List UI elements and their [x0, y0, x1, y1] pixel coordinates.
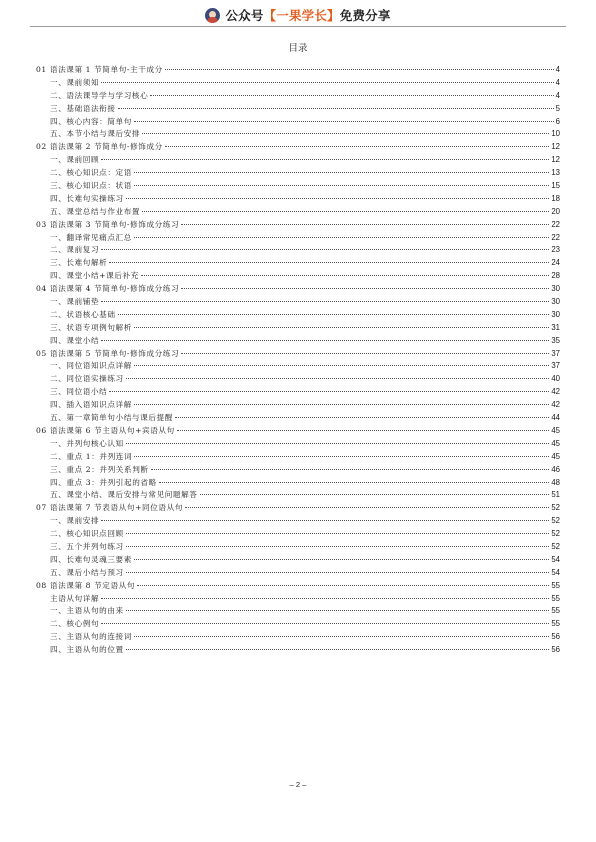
toc-section-entry[interactable] [36, 232, 560, 245]
toc-page-number: 40 [551, 374, 560, 384]
toc-section-entry[interactable] [36, 103, 560, 116]
toc-section-entry[interactable] [36, 206, 560, 219]
toc-entry-label: 05 语法课第 5 节简单句-修饰成分练习 [36, 348, 180, 358]
toc-entry-label: 四、核心内容：简单句 [50, 116, 132, 126]
toc-page-number: 46 [551, 464, 560, 474]
toc-section-entry[interactable] [36, 567, 560, 580]
toc-chapter-entry[interactable] [36, 219, 560, 232]
toc-page-number: 45 [551, 425, 560, 435]
toc-section-entry[interactable] [36, 296, 560, 309]
toc-section-entry[interactable] [36, 515, 560, 528]
toc-dot-leader [134, 559, 549, 560]
toc-dot-leader [101, 249, 549, 250]
toc-page-number: 18 [551, 193, 560, 203]
toc-section-entry[interactable] [36, 373, 560, 386]
toc-entry-label: 二、核心例句 [50, 619, 100, 629]
toc-section-entry[interactable] [36, 605, 560, 618]
toc-section-entry[interactable] [36, 116, 560, 129]
toc-page-number: 6 [555, 116, 560, 126]
toc-section-entry[interactable] [36, 593, 560, 606]
toc-dot-leader [142, 211, 549, 212]
toc-page-number: 22 [551, 232, 560, 242]
toc-page-number: 12 [551, 142, 560, 152]
toc-dot-leader [181, 224, 549, 225]
toc-entry-label: 二、课前复习 [50, 245, 100, 255]
toc-entry-label: 01 语法课第 1 节简单句-主干成分 [36, 65, 163, 74]
toc-entry-label: 06 语法课第 6 节主语从句+宾语从句 [36, 425, 175, 435]
toc-dot-leader [142, 133, 549, 134]
toc-entry-label: 一、课前安排 [50, 516, 100, 526]
toc-section-entry[interactable] [36, 309, 560, 322]
toc-page-number: 42 [551, 387, 560, 397]
table-of-contents [36, 64, 560, 657]
toc-entry-label: 一、翻译常见痛点汇总 [50, 232, 132, 242]
toc-dot-leader [134, 636, 549, 637]
toc-dot-leader [126, 649, 550, 650]
toc-section-entry[interactable] [36, 451, 560, 464]
toc-entry-label: 五、第一章简单句小结与课后提醒 [50, 413, 173, 423]
toc-dot-leader [109, 262, 549, 263]
toc-entry-label: 一、主语从句的由来 [50, 606, 124, 616]
toc-chapter-entry[interactable] [36, 425, 560, 438]
toc-section-entry[interactable] [36, 541, 560, 554]
toc-dot-leader [134, 456, 549, 457]
toc-dot-leader [126, 546, 550, 547]
toc-section-entry[interactable] [36, 412, 560, 425]
toc-chapter-entry[interactable] [36, 502, 560, 515]
toc-page-number: 52 [551, 541, 560, 551]
toc-dot-leader [126, 198, 550, 199]
toc-entry-label: 一、课前回顾 [50, 155, 100, 165]
toc-dot-leader [141, 275, 549, 276]
toc-entry-label: 四、长难句实操练习 [50, 193, 124, 203]
header-prefix: 公众号 [225, 8, 264, 23]
toc-entry-label: 三、同位语小结 [50, 387, 108, 397]
toc-page-number: 23 [551, 245, 560, 255]
toc-dot-leader [126, 533, 550, 534]
toc-title: 目录 [288, 43, 308, 54]
toc-page-number: 30 [551, 309, 560, 319]
toc-page-number: 55 [551, 580, 560, 590]
toc-dot-leader [101, 301, 549, 302]
toc-page-number: 37 [551, 361, 560, 371]
toc-section-entry[interactable] [36, 644, 560, 657]
toc-dot-leader [185, 507, 549, 508]
toc-entry-label: 四、重点 3：并列引起的省略 [50, 477, 157, 487]
toc-section-entry[interactable] [36, 128, 560, 141]
toc-dot-leader [118, 314, 550, 315]
toc-entry-label: 二、核心知识点：定语 [50, 168, 132, 178]
toc-entry-label: 二、语法课导学与学习核心 [50, 90, 149, 100]
toc-page-number: 5 [555, 103, 560, 113]
toc-entry-label: 02 语法课第 2 节简单句-修饰成分 [36, 142, 163, 152]
toc-entry-label: 03 语法课第 3 节简单句-修饰成分练习 [36, 219, 180, 229]
toc-section-entry[interactable] [36, 270, 560, 283]
toc-entry-label: 07 语法课第 7 节表语从句+同位语从句 [36, 503, 184, 513]
toc-page-number: 54 [551, 554, 560, 564]
toc-section-entry[interactable] [36, 77, 560, 90]
toc-section-entry[interactable] [36, 528, 560, 541]
toc-section-entry[interactable] [36, 618, 560, 631]
toc-entry-label: 四、长难句灵魂三要素 [50, 554, 132, 564]
toc-dot-leader [181, 353, 549, 354]
toc-entry-label: 二、状语核心基础 [50, 309, 116, 319]
toc-dot-leader [126, 443, 550, 444]
toc-entry-label: 二、同位语实操练习 [50, 374, 124, 384]
toc-section-entry[interactable] [36, 167, 560, 180]
toc-page-number: 20 [551, 206, 560, 216]
toc-entry-label: 一、课前铺垫 [50, 297, 100, 307]
toc-section-entry[interactable] [36, 244, 560, 257]
header-text [225, 6, 390, 24]
toc-dot-leader [134, 121, 554, 122]
toc-entry-label: 四、插入语知识点详解 [50, 400, 132, 410]
toc-dot-leader [181, 288, 549, 289]
toc-page-number: 52 [551, 516, 560, 526]
toc-entry-label: 一、同位语知识点详解 [50, 361, 132, 371]
toc-entry-label: 三、五个并列句练习 [50, 541, 124, 551]
toc-page-number: 12 [551, 155, 560, 165]
toc-entry-label: 四、课堂小结+课后补充 [50, 271, 139, 281]
toc-dot-leader [134, 237, 549, 238]
toc-section-entry[interactable] [36, 631, 560, 644]
toc-page-number: 4 [555, 90, 560, 100]
toc-page-number: 15 [551, 181, 560, 191]
toc-section-entry[interactable] [36, 360, 560, 373]
toc-section-entry[interactable] [36, 477, 560, 490]
toc-page-number: 56 [551, 632, 560, 642]
toc-entry-label: 四、课堂小结 [50, 335, 100, 345]
toc-page-number: 30 [551, 297, 560, 307]
toc-section-entry[interactable] [36, 554, 560, 567]
toc-dot-leader [165, 146, 549, 147]
toc-dot-leader [101, 623, 549, 624]
toc-page-number: 44 [551, 413, 560, 423]
toc-section-entry[interactable] [36, 464, 560, 477]
toc-dot-leader [137, 585, 549, 586]
toc-dot-leader [101, 340, 549, 341]
toc-dot-leader [134, 327, 549, 328]
toc-page-number: 30 [551, 284, 560, 294]
toc-chapter-entry[interactable] [36, 64, 560, 77]
toc-page-number: 13 [551, 168, 560, 178]
toc-page-number: 45 [551, 438, 560, 448]
toc-chapter-entry[interactable] [36, 141, 560, 154]
toc-dot-leader [150, 95, 553, 96]
toc-page-number: 24 [551, 258, 560, 268]
header-brand: 【一果学长】 [263, 8, 340, 23]
toc-section-entry[interactable] [36, 154, 560, 167]
toc-section-entry[interactable] [36, 90, 560, 103]
toc-section-entry[interactable] [36, 489, 560, 502]
toc-entry-label: 三、重点 2：并列关系判断 [50, 464, 149, 474]
toc-page-number: 48 [551, 477, 560, 487]
toc-dot-leader [175, 417, 549, 418]
toc-section-entry[interactable] [36, 399, 560, 412]
toc-dot-leader [134, 185, 549, 186]
toc-page-number: 56 [551, 645, 560, 655]
toc-dot-leader [101, 159, 549, 160]
toc-entry-label: 三、状语专项例句解析 [50, 322, 132, 332]
toc-entry-label: 三、基础语法衔接 [50, 103, 116, 113]
toc-page-number: 35 [551, 335, 560, 345]
header-suffix: 免费分享 [339, 8, 391, 23]
toc-entry-label: 二、核心知识点回顾 [50, 529, 124, 539]
toc-entry-label: 08 语法课第 8 节定语从句 [36, 580, 136, 590]
toc-entry-label: 三、主语从句的连接词 [50, 632, 132, 642]
toc-chapter-entry[interactable] [36, 283, 560, 296]
toc-entry-label: 三、核心知识点：状语 [50, 181, 132, 191]
toc-entry-label: 主语从句详解 [50, 593, 100, 603]
toc-page-number: 55 [551, 606, 560, 616]
toc-dot-leader [165, 69, 554, 70]
toc-section-entry[interactable] [36, 386, 560, 399]
toc-page-number: 52 [551, 529, 560, 539]
toc-section-entry[interactable] [36, 257, 560, 270]
toc-dot-leader [177, 430, 549, 431]
toc-entry-label: 一、并列句核心认知 [50, 438, 124, 448]
toc-page-number: 51 [551, 490, 560, 500]
toc-section-entry[interactable] [36, 322, 560, 335]
page-header [0, 4, 596, 26]
toc-dot-leader [118, 108, 554, 109]
toc-section-entry[interactable] [36, 193, 560, 206]
toc-entry-label: 04 语法课第 4 节简单句-修饰成分练习 [36, 284, 180, 294]
toc-dot-leader [109, 391, 549, 392]
toc-page-number: 45 [551, 451, 560, 461]
toc-section-entry[interactable] [36, 335, 560, 348]
toc-page-number: 55 [551, 619, 560, 629]
toc-entry-label: 五、课堂总结与作业布置 [50, 206, 141, 216]
toc-dot-leader [101, 598, 549, 599]
toc-dot-leader [101, 520, 549, 521]
toc-dot-leader [126, 378, 550, 379]
toc-dot-leader [126, 572, 550, 573]
toc-page-number: 22 [551, 219, 560, 229]
toc-section-entry[interactable] [36, 438, 560, 451]
toc-page-number: 10 [551, 129, 560, 139]
toc-page-number: 52 [551, 503, 560, 513]
toc-entry-label: 一、课前须知 [50, 77, 100, 87]
page-number: – 2 – [289, 780, 307, 789]
toc-dot-leader [200, 494, 550, 495]
toc-page-number: 42 [551, 400, 560, 410]
toc-entry-label: 五、课堂小结、课后安排与常见问题解答 [50, 490, 198, 500]
toc-page-number: 31 [551, 322, 560, 332]
toc-page-number: 4 [555, 77, 560, 87]
avatar-logo-icon [205, 8, 220, 23]
toc-section-entry[interactable] [36, 180, 560, 193]
toc-entry-label: 二、重点 1：并列连词 [50, 451, 133, 461]
toc-page-number: 54 [551, 567, 560, 577]
toc-page-number: 28 [551, 271, 560, 281]
toc-dot-leader [134, 404, 549, 405]
toc-page-number: 37 [551, 348, 560, 358]
toc-chapter-entry[interactable] [36, 580, 560, 593]
toc-chapter-entry[interactable] [36, 348, 560, 361]
toc-entry-label: 三、长难句解析 [50, 258, 108, 268]
toc-dot-leader [134, 172, 549, 173]
header-divider [30, 26, 566, 27]
toc-dot-leader [101, 82, 553, 83]
toc-dot-leader [151, 469, 550, 470]
toc-dot-leader [134, 365, 549, 366]
toc-dot-leader [126, 610, 550, 611]
toc-entry-label: 五、课后小结与预习 [50, 567, 124, 577]
toc-dot-leader [159, 482, 550, 483]
toc-page-number: 55 [551, 593, 560, 603]
toc-page-number: 4 [555, 65, 560, 74]
toc-entry-label: 五、本节小结与课后安排 [50, 129, 141, 139]
toc-entry-label: 四、主语从句的位置 [50, 645, 124, 655]
